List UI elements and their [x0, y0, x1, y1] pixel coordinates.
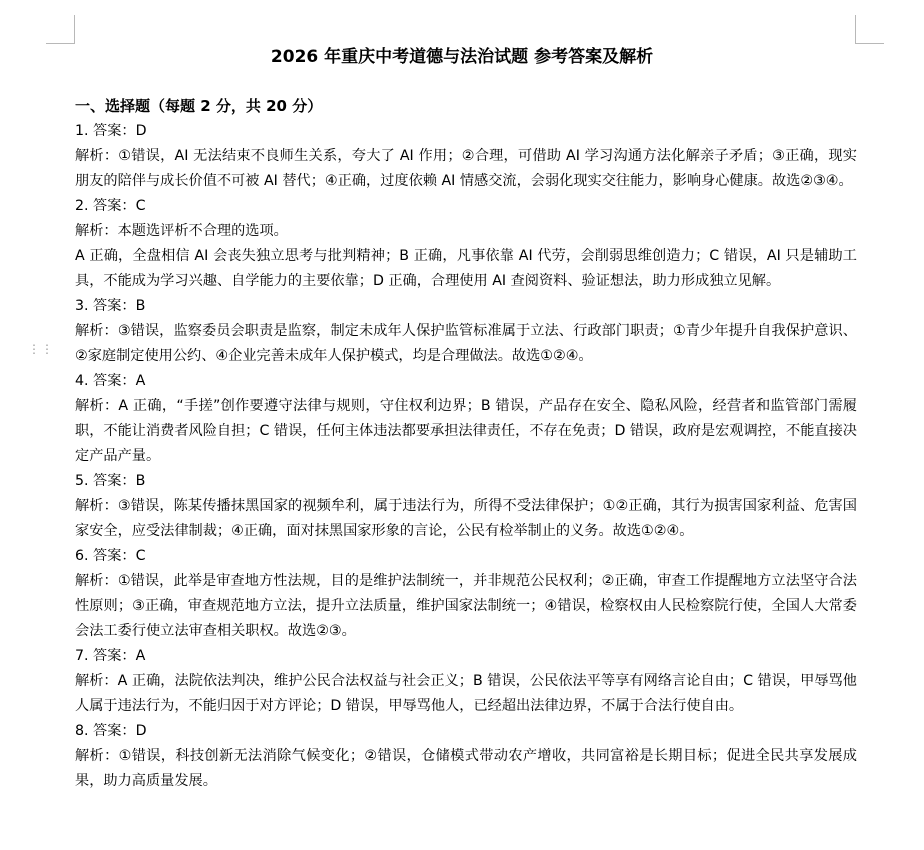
- section-heading: 一、选择题（每题 2 分，共 20 分）: [75, 97, 323, 115]
- answer-5: 5. 答案：B: [75, 473, 146, 489]
- explanation-7: 解析：A 正确，法院依法判决，维护公民合法权益与社会正义；B 错误，公民依法平等享有网络言论自由；C 错误，甲辱骂他人属于违法行为，不能归因于对方评论；D 错误，甲辱骂他人，已经超出法律边界，不属于合法行使自由。: [75, 673, 857, 714]
- answer-6: 6. 答案：C: [75, 548, 146, 564]
- explanation-2-intro: 解析：本题选评析不合理的选项。: [75, 223, 288, 239]
- document-title: 2026 年重庆中考道德与法治试题 参考答案及解析: [270, 47, 654, 67]
- answer-7: 7. 答案：A: [75, 648, 146, 664]
- explanation-5: 解析：③错误，陈某传播抹黑国家的视频牟利，属于违法行为，所得不受法律保护；①②正确，其行为损害国家利益、危害国家安全，应受法律制裁；④正确，面对抹黑国家形象的言论，公民有检举制止的义务。故选①②④。: [75, 498, 857, 539]
- explanation-6: 解析：①错误，此举是审查地方性法规，目的是维护法制统一，并非规范公民权利；②正确，审查工作提醒地方立法坚守合法性原则；③正确，审查规范地方立法，提升立法质量，维护国家法制统一；④错误，检察权由人民检察院行使，全国人大常委会法工委行使立法审查相关职权。故选②③。: [75, 573, 857, 639]
- explanation-2: A 正确，全盘相信 AI 会丧失独立思考与批判精神；B 正确，凡事依靠 AI 代劳，会削弱思维创造力；C 错误，AI 只是辅助工具，不能成为学习兴趣、自学能力的主要依靠；D 正确，合理使用 AI 查阅资料、验证想法，助力形成独立见解。: [75, 248, 857, 289]
- explanation-1: 解析：①错误，AI 无法结束不良师生关系，夸大了 AI 作用；②合理，可借助 AI 学习沟通方法化解亲子矛盾；③正确，现实朋友的陪伴与成长价值不可被 AI 替代；④正确，过度依赖 AI 情感交流，会弱化现实交往能力，影响身心健康。故选②③④。: [75, 148, 857, 189]
- answer-1: 1. 答案：D: [75, 123, 147, 139]
- explanation-8: 解析：①错误，科技创新无法消除气候变化；②错误，仓储模式带动农产增收，共同富裕是长期目标；促进全民共享发展成果，助力高质量发展。: [75, 748, 857, 789]
- answer-3: 3. 答案：B: [75, 298, 146, 314]
- answer-8: 8. 答案：D: [75, 723, 147, 739]
- answer-2: 2. 答案：C: [75, 198, 146, 214]
- drag-handle-icon[interactable]: ⋮⋮: [28, 342, 54, 356]
- crop-mark-top-left: [46, 15, 75, 44]
- document-body: [75, 94, 857, 794]
- explanation-4: 解析：A 正确，“手搓”创作要遵守法律与规则，守住权利边界；B 错误，产品存在安全、隐私风险，经营者和监管部门需履职，不能让消费者风险自担；C 错误，任何主体违法都要承担法律责任，不存在免责；D 错误，政府是宏观调控，不能直接决定产品产量。: [75, 398, 857, 464]
- crop-mark-top-right: [855, 15, 884, 44]
- answer-4: 4. 答案：A: [75, 373, 146, 389]
- explanation-3: 解析：③错误，监察委员会职责是监察，制定未成年人保护监管标准属于立法、行政部门职责；①青少年提升自我保护意识、②家庭制定使用公约、④企业完善未成年人保护模式，均是合理做法。故选①②④。: [75, 323, 857, 364]
